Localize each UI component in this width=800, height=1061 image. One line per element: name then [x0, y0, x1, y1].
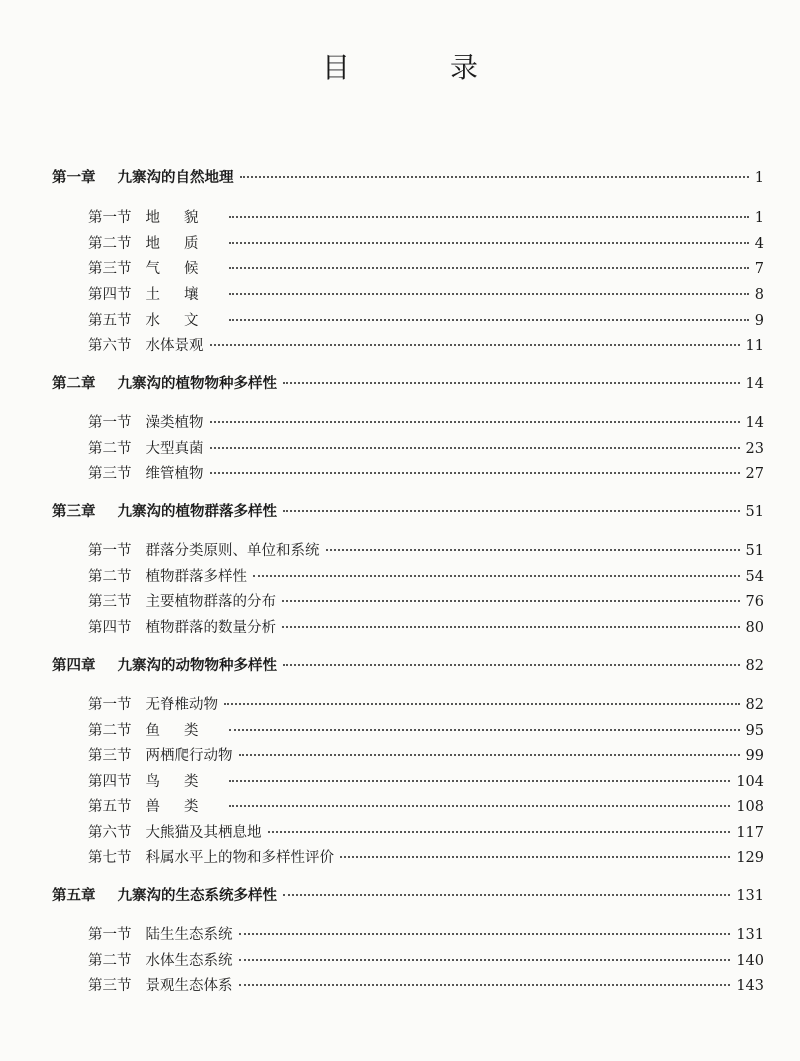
toc-chapter-entry[interactable]	[52, 166, 764, 190]
section-number: 第四节	[88, 287, 132, 303]
page-number: 108	[736, 799, 764, 815]
section-title: 鸟类	[145, 774, 223, 790]
dot-leader	[283, 663, 740, 666]
chapter-number: 第四章	[52, 658, 96, 674]
page-number: 11	[745, 338, 764, 354]
dot-leader	[239, 753, 740, 756]
dot-leader	[282, 599, 740, 602]
toc-section-entry[interactable]	[88, 437, 764, 461]
toc-section-entry[interactable]	[88, 846, 764, 870]
section-number: 第二节	[88, 441, 132, 457]
section-number: 第一节	[88, 415, 132, 431]
section-number: 第二节	[88, 569, 132, 585]
toc-section-entry[interactable]	[88, 565, 764, 589]
page-number: 99	[745, 748, 764, 764]
chapter-title: 九寨沟的植物群落多样性	[117, 504, 277, 520]
section-title: 陆生生态系统	[145, 927, 233, 943]
section-title: 兽类	[145, 799, 223, 815]
section-number: 第一节	[88, 210, 132, 226]
toc-section-entry[interactable]	[88, 232, 764, 256]
section-title: 土壤	[145, 287, 223, 303]
page-number: 82	[745, 697, 764, 713]
section-number: 第三节	[88, 978, 132, 994]
section-number: 第三节	[88, 594, 132, 610]
toc-section-entry[interactable]	[88, 821, 764, 845]
toc-section-entry[interactable]	[88, 693, 764, 717]
section-title: 植物群落多样性	[145, 569, 247, 585]
dot-leader	[229, 241, 749, 244]
toc-section-entry[interactable]	[88, 334, 764, 358]
section-title: 科属水平上的物和多样性评价	[145, 850, 334, 866]
dot-leader	[229, 728, 740, 731]
chapter-title: 九寨沟的自然地理	[117, 170, 234, 186]
page-title: 目 录	[321, 51, 514, 84]
toc-section-entry[interactable]	[88, 539, 764, 563]
dot-leader	[229, 292, 749, 295]
section-number: 第三节	[88, 466, 132, 482]
dot-leader	[239, 958, 731, 961]
chapter-title: 九寨沟的动物物种多样性	[117, 658, 277, 674]
section-title: 水体景观	[145, 338, 204, 354]
dot-leader	[210, 446, 740, 449]
page-number: 129	[736, 850, 764, 866]
section-number: 第二节	[88, 953, 132, 969]
chapter-number: 第二章	[52, 376, 96, 392]
page-number: 131	[736, 888, 764, 904]
chapter-title: 九寨沟的生态系统多样性	[117, 888, 277, 904]
toc-chapter-entry[interactable]	[52, 654, 764, 678]
dot-leader	[326, 548, 740, 551]
page-number: 14	[745, 376, 764, 392]
toc-section-entry[interactable]	[88, 206, 764, 230]
dot-leader	[224, 702, 740, 705]
dot-leader	[340, 855, 730, 858]
section-number: 第一节	[88, 697, 132, 713]
section-title: 群落分类原则、单位和系统	[145, 543, 320, 559]
section-number: 第二节	[88, 723, 132, 739]
toc-section-entry[interactable]	[88, 974, 764, 998]
page-number: 51	[745, 543, 764, 559]
page-number: 1	[754, 210, 764, 226]
page-number: 8	[754, 287, 764, 303]
section-number: 第一节	[88, 543, 132, 559]
section-title: 无脊椎动物	[145, 697, 218, 713]
section-title: 水体生态系统	[145, 953, 233, 969]
section-number: 第七节	[88, 850, 132, 866]
page-number: 1	[754, 170, 764, 186]
toc-section-entry[interactable]	[88, 923, 764, 947]
section-title: 地质	[145, 236, 223, 252]
chapter-number: 第一章	[52, 170, 96, 186]
section-number: 第三节	[88, 748, 132, 764]
page-number: 9	[754, 313, 764, 329]
section-title: 大型真菌	[145, 441, 204, 457]
page-number: 104	[736, 774, 764, 790]
toc-chapter-entry[interactable]	[52, 884, 764, 908]
page-number: 27	[745, 466, 764, 482]
toc-section-entry[interactable]	[88, 283, 764, 307]
page-number: 51	[745, 504, 764, 520]
dot-leader	[283, 509, 740, 512]
section-title: 鱼类	[145, 723, 223, 739]
chapter-number: 第三章	[52, 504, 96, 520]
dot-leader	[210, 420, 740, 423]
page-number: 95	[745, 723, 764, 739]
section-number: 第四节	[88, 620, 132, 636]
dot-leader	[210, 343, 740, 346]
toc-section-entry[interactable]	[88, 744, 764, 768]
section-title: 维管植物	[145, 466, 204, 482]
dot-leader	[283, 893, 730, 896]
chapter-number: 第五章	[52, 888, 96, 904]
section-title: 澡类植物	[145, 415, 204, 431]
section-title: 主要植物群落的分布	[145, 594, 276, 610]
section-number: 第六节	[88, 825, 132, 841]
dot-leader	[240, 175, 749, 178]
section-number: 第二节	[88, 236, 132, 252]
section-number: 第六节	[88, 338, 132, 354]
toc-section-entry[interactable]	[88, 770, 764, 794]
section-number: 第四节	[88, 774, 132, 790]
page-number: 143	[736, 978, 764, 994]
dot-leader	[229, 779, 731, 782]
section-title: 地貌	[145, 210, 223, 226]
toc-section-entry[interactable]	[88, 257, 764, 281]
dot-leader	[282, 625, 740, 628]
page-number: 54	[745, 569, 764, 585]
dot-leader	[229, 266, 749, 269]
section-title: 景观生态体系	[145, 978, 233, 994]
page-number: 76	[745, 594, 764, 610]
toc-section-entry[interactable]	[88, 719, 764, 743]
toc-section-entry[interactable]	[88, 616, 764, 640]
page-number: 4	[754, 236, 764, 252]
toc-section-entry[interactable]	[88, 411, 764, 435]
dot-leader	[239, 983, 731, 986]
section-title: 水文	[145, 313, 223, 329]
dot-leader	[229, 804, 731, 807]
chapter-title: 九寨沟的植物物种多样性	[117, 376, 277, 392]
page-number: 140	[736, 953, 764, 969]
dot-leader	[229, 215, 749, 218]
page-number: 80	[745, 620, 764, 636]
section-title: 植物群落的数量分析	[145, 620, 276, 636]
section-number: 第五节	[88, 799, 132, 815]
dot-leader	[268, 830, 731, 833]
dot-leader	[239, 932, 731, 935]
section-number: 第五节	[88, 313, 132, 329]
dot-leader	[229, 318, 749, 321]
page-number: 117	[736, 825, 764, 841]
page-number: 14	[745, 415, 764, 431]
section-title: 两栖爬行动物	[145, 748, 233, 764]
section-number: 第一节	[88, 927, 132, 943]
toc-chapter-entry[interactable]	[52, 372, 764, 396]
dot-leader	[210, 471, 740, 474]
page-number: 131	[736, 927, 764, 943]
section-title: 大熊猫及其栖息地	[145, 825, 262, 841]
toc-section-entry[interactable]	[88, 949, 764, 973]
toc-chapter-entry[interactable]	[52, 500, 764, 524]
page-number: 7	[754, 261, 764, 277]
section-title: 气候	[145, 261, 223, 277]
section-number: 第三节	[88, 261, 132, 277]
toc-section-entry[interactable]	[88, 590, 764, 614]
dot-leader	[283, 381, 740, 384]
dot-leader	[253, 574, 740, 577]
toc-section-entry[interactable]	[88, 309, 764, 333]
toc-section-entry[interactable]	[88, 795, 764, 819]
page-number: 82	[745, 658, 764, 674]
page-number: 23	[745, 441, 764, 457]
toc-section-entry[interactable]	[88, 462, 764, 486]
